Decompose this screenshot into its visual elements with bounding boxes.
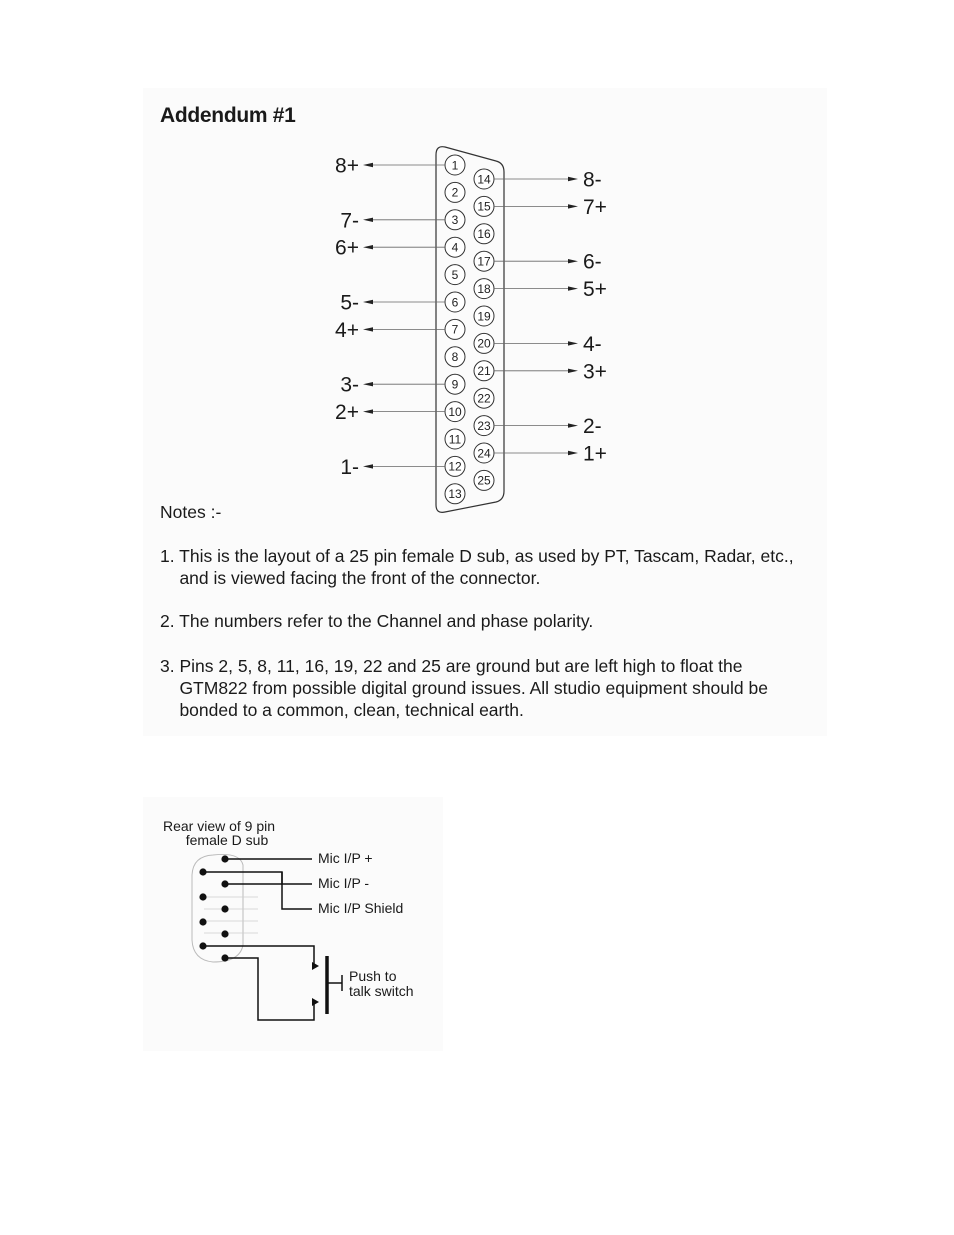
channel-label: 5+ — [583, 278, 607, 302]
channel-label: 8- — [583, 168, 602, 192]
pin-number: 21 — [477, 364, 491, 379]
channel-label: 2- — [583, 415, 602, 439]
pin-11 — [445, 429, 465, 449]
pin-3 — [445, 210, 465, 230]
pin-23 — [474, 416, 494, 436]
note-3: 3. Pins 2, 5, 8, 11, 16, 19, 22 and 25 are ground but are left high to float the GTM822 from possible digital ground issues. All studio equipment should be bonded to a common, clean, technical earth. — [160, 656, 768, 720]
dsub25-pinout-diagram — [0, 0, 954, 520]
channel-label: 2+ — [335, 401, 359, 425]
note-2: 2. The numbers refer to the Channel and phase polarity. — [160, 611, 594, 631]
left-lead — [335, 401, 445, 424]
channel-label: 8+ — [335, 154, 359, 178]
pin-number: 15 — [477, 199, 491, 214]
pin-number: 20 — [477, 336, 491, 351]
pin-number: 7 — [451, 322, 459, 337]
page-title: Addendum #1 — [160, 104, 296, 127]
pin-10 — [445, 402, 465, 422]
pin-7 — [445, 319, 465, 339]
pin-number: 11 — [448, 432, 462, 447]
pin-number: 12 — [448, 459, 462, 474]
note-1: 1. This is the layout of a 25 pin female D sub, as used by PT, Tascam, Radar, etc., and is viewed facing the front of the connector. — [160, 546, 794, 588]
pin-1 — [445, 155, 465, 175]
pin-number: 4 — [451, 240, 459, 255]
right-lead — [494, 360, 607, 383]
pin-number: 24 — [477, 446, 491, 461]
pin-22 — [474, 388, 494, 408]
left-lead — [340, 374, 445, 397]
channel-label: 3- — [340, 373, 359, 397]
bottom-panel — [143, 797, 443, 1051]
pin-number: 19 — [477, 309, 491, 324]
dsub9-caption-line1: Rear view of 9 pin — [162, 818, 276, 834]
pin-17 — [474, 251, 494, 271]
channel-label: 4+ — [335, 318, 359, 342]
pin-2 — [445, 182, 465, 202]
pin-number: 23 — [477, 418, 491, 433]
left-lead — [340, 456, 445, 479]
pin-9 — [445, 374, 465, 394]
label-mic-shield: Mic I/P Shield — [318, 900, 404, 916]
pin-number: 16 — [477, 227, 491, 242]
pin-number: 2 — [451, 185, 459, 200]
label-switch-line2: talk switch — [349, 983, 414, 999]
pin-number: 3 — [451, 213, 459, 228]
pin-number: 5 — [451, 267, 459, 282]
pin-12 — [445, 456, 465, 476]
pin-15 — [474, 196, 494, 216]
right-lead — [494, 415, 602, 438]
notes-heading: Notes :- — [160, 502, 222, 522]
channel-label: 5- — [340, 291, 359, 315]
left-lead — [335, 319, 445, 342]
channel-label: 3+ — [583, 360, 607, 384]
dsub9-caption-line2: female D sub — [185, 832, 269, 848]
left-lead — [335, 237, 445, 260]
channel-label: 4- — [583, 332, 602, 356]
right-lead — [494, 169, 602, 192]
pin-number: 9 — [451, 377, 459, 392]
pin-number: 14 — [477, 172, 491, 187]
right-lead — [494, 278, 607, 301]
channel-label: 6+ — [335, 236, 359, 260]
pin-number: 18 — [477, 281, 491, 296]
right-lead — [494, 196, 607, 219]
label-mic-minus: Mic I/P - — [318, 875, 370, 891]
channel-label: 6- — [583, 250, 602, 274]
pin-number: 22 — [477, 391, 491, 406]
pin-number: 1 — [451, 158, 459, 173]
pin-18 — [474, 279, 494, 299]
pin-13 — [445, 484, 465, 504]
right-lead — [494, 251, 602, 274]
pin-6 — [445, 292, 465, 312]
channel-label: 1- — [340, 455, 359, 479]
pin-14 — [474, 169, 494, 189]
pin-20 — [474, 333, 494, 353]
pin-19 — [474, 306, 494, 326]
left-lead — [340, 292, 445, 315]
pin-5 — [445, 265, 465, 285]
pin-number: 17 — [477, 254, 491, 269]
pin-4 — [445, 237, 465, 257]
label-mic-plus: Mic I/P + — [318, 850, 373, 866]
pin-24 — [474, 443, 494, 463]
pin-number: 25 — [477, 473, 491, 488]
pin-25 — [474, 470, 494, 490]
channel-label: 7- — [340, 209, 359, 233]
pin-number: 10 — [448, 404, 462, 419]
channel-label: 1+ — [583, 442, 607, 466]
pin-number: 13 — [448, 487, 462, 502]
pin-number: 8 — [451, 350, 459, 365]
label-switch-line1: Push to — [349, 968, 397, 984]
right-lead — [494, 443, 607, 466]
left-lead — [340, 209, 445, 232]
left-lead — [335, 155, 445, 178]
pin-8 — [445, 347, 465, 367]
channel-label: 7+ — [583, 195, 607, 219]
pin-number: 6 — [451, 295, 459, 310]
pin-21 — [474, 361, 494, 381]
right-lead — [494, 333, 602, 356]
pin-16 — [474, 224, 494, 244]
